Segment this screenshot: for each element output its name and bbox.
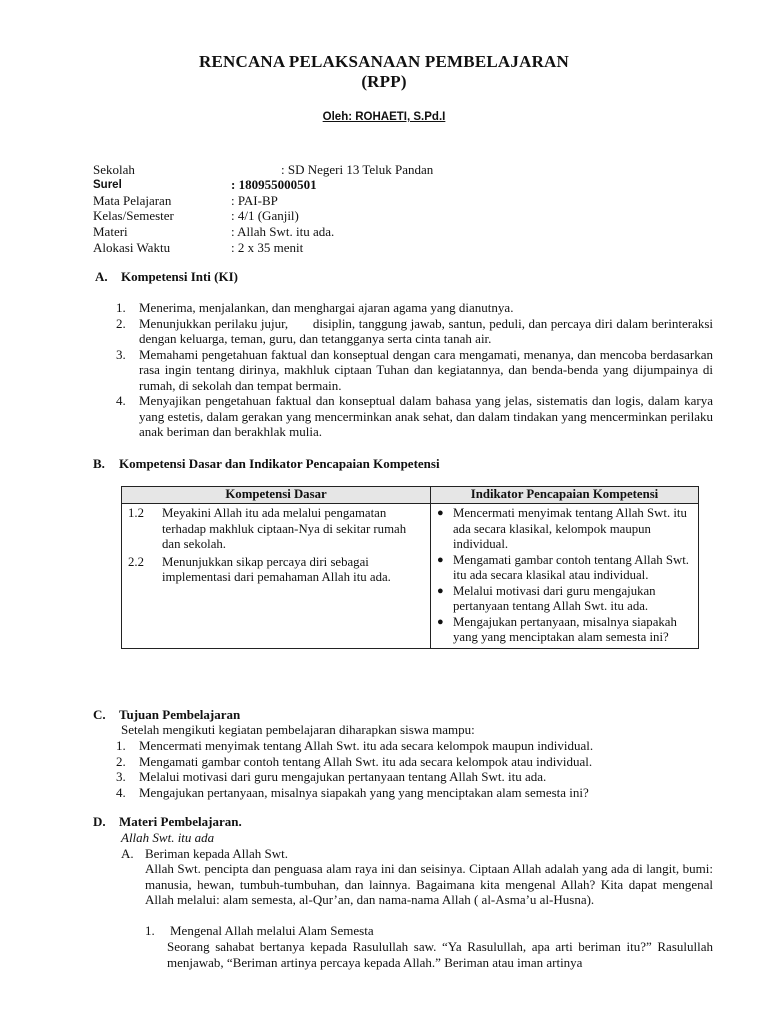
column-header-kompetensi-dasar: Kompetensi Dasar: [122, 487, 431, 504]
item-number: 4.: [116, 393, 126, 408]
kd-item: [126, 555, 426, 586]
item-text: Menunjukkan perilaku jujur, disiplin, tanggung jawab, santun, peduli, dan percaya diri dalam berinteraksi dengan keluarga, teman, guru, dan tetangganya serta cinta tanah air.: [139, 315, 717, 346]
sub-a-letter: A.: [121, 846, 134, 861]
table-header-row: [122, 487, 699, 504]
info-label: Sekolah: [93, 162, 135, 177]
kompetensi-table: [121, 486, 699, 649]
tujuan-list: [113, 738, 713, 800]
column-header-indikator: Indikator Pencapaian Kompetensi: [431, 487, 699, 504]
section-letter: C.: [93, 707, 106, 722]
indicator-text: Melalui motivasi dari guru mengajukan pertanyaan tentang Allah Swt. itu ada.: [453, 583, 656, 613]
indicator-item: [435, 506, 694, 553]
indicator-text: Mencermati menyimak tentang Allah Swt. itu ada secara klasikal, kelompok maupun individual.: [453, 506, 687, 551]
item-number: 2.: [116, 753, 126, 769]
list-item: [113, 754, 713, 770]
point-number: 1.: [145, 923, 155, 938]
item-text: Memahami pengetahuan faktual dan konseptual dengan cara mengamati, menanya, dan mencoba berdasarkan rasa ingin tentang dirinya, makhluk ciptaan Tuhan dan kegiatannya, dan benda-benda yang dijumpainya di rumah, di sekolah dan tempat bermain.: [139, 346, 713, 393]
bullet-icon: ●: [437, 553, 444, 566]
item-number: 3.: [116, 769, 126, 784]
info-label: Mata Pelajaran: [93, 193, 172, 208]
document-subtitle: (RPP): [361, 72, 407, 91]
point-title: Mengenal Allah melalui Alam Semesta: [170, 923, 374, 938]
item-text: Mengajukan pertanyaan, misalnya siapakah yang yang menciptakan alam semesta ini?: [139, 784, 589, 800]
indicator-item: [435, 615, 694, 646]
list-item: [113, 769, 713, 785]
info-label: Kelas/Semester: [93, 208, 174, 223]
info-value: : 4/1 (Ganjil): [231, 208, 299, 223]
item-number: 1.: [116, 300, 126, 315]
indicator-text: Mengajukan pertanyaan, misalnya siapakah yang yang menciptakan alam semesta ini?: [453, 614, 677, 644]
info-label: Materi: [93, 224, 128, 239]
item-text: Mengamati gambar contoh tentang Allah Swt. itu ada secara kelompok atau individual.: [139, 753, 593, 769]
indikator-cell: [431, 504, 699, 649]
info-value: : SD Negeri 13 Teluk Pandan: [281, 162, 434, 177]
item-text: Menyajikan pengetahuan faktual dan konseptual dalam bahasa yang jelas, sistematis dan logis, dalam karya yang estetis, dalam gerakan yang mencerminkan anak sehat, dan dalam tindakan yang mencerminkan perilaku anak beriman dan berakhlak mulia.: [139, 393, 713, 439]
bullet-icon: ●: [437, 615, 444, 628]
section-title: Kompetensi Inti (KI): [121, 269, 238, 284]
info-value: : PAI-BP: [231, 193, 278, 208]
author-line: Oleh: ROHAETI, S.Pd.I: [322, 111, 446, 123]
kd-code: 1.2: [128, 506, 144, 520]
section-letter: A.: [95, 269, 108, 284]
kompetensi-dasar-cell: [122, 504, 431, 649]
indicator-text: Mengamati gambar contoh tentang Allah Swt. itu ada secara klasikal atau individual.: [453, 552, 689, 582]
section-title: Kompetensi Dasar dan Indikator Pencapaian Kompetensi: [119, 456, 440, 471]
info-value: : 2 x 35 menit: [231, 240, 304, 255]
list-item: [113, 300, 713, 316]
info-value: : Allah Swt. itu ada.: [231, 224, 335, 239]
item-number: 4.: [116, 784, 126, 800]
section-d-subtitle: Allah Swt. itu ada: [121, 830, 215, 845]
bullet-icon: ●: [437, 584, 444, 597]
list-item: [113, 738, 713, 754]
list-item: [113, 315, 717, 347]
kd-code: 2.2: [128, 554, 144, 569]
section-title: Tujuan Pembelajaran: [119, 707, 241, 722]
item-number: 2.: [116, 315, 126, 331]
list-item: [113, 785, 713, 801]
indicator-item: [435, 553, 694, 584]
bullet-icon: ●: [437, 507, 444, 519]
item-text: Mencermati menyimak tentang Allah Swt. itu ada secara kelompok maupun individual.: [139, 738, 594, 753]
document-title: RENCANA PELAKSANAAN PEMBELAJARAN: [198, 52, 570, 71]
section-letter: B.: [93, 456, 105, 471]
table-row: [122, 504, 699, 649]
section-title: Materi Pembelajaran.: [119, 814, 242, 829]
info-label: Surel: [93, 179, 122, 191]
kd-text: Meyakini Allah itu ada melalui pengamatan terhadap makhluk ciptaan-Nya di sekitar rumah dan sekolah.: [162, 506, 407, 551]
item-text: Melalui motivasi dari guru mengajukan pertanyaan tentang Allah Swt. itu ada.: [139, 769, 547, 784]
info-value: : 180955000501: [231, 177, 317, 192]
sub-a-paragraph: Allah Swt. pencipta dan penguasa alam raya ini dan seisinya. Ciptaan Allah adalah yang ada di langit, bumi: manusia, hewan, tumbuh-tumbuhan, dan lainnya. Bagaimana kita mengenal Allah? Kita dapat mengenal Allah melalui: alam semesta, al-Qur’an, dan nama-nama Allah ( al-Asma’u al-Husna).: [145, 861, 713, 907]
section-c-intro: Setelah mengikuti kegiatan pembelajaran diharapkan siswa mampu:: [121, 722, 475, 737]
kd-item: [126, 506, 426, 553]
sub-a-title: Beriman kepada Allah Swt.: [145, 846, 288, 861]
info-label: Alokasi Waktu: [93, 240, 171, 255]
point-paragraph: Seorang sahabat bertanya kepada Rasulullah saw. “Ya Rasulullah, apa arti beriman itu?” Rasulullah menjawab, “Beriman artinya percaya kepada Allah.” Beriman atau iman artinya: [167, 939, 713, 970]
kd-text: Menunjukkan sikap percaya diri sebagai implementasi dari pemahaman Allah itu ada.: [162, 554, 391, 584]
item-number: 1.: [116, 738, 126, 753]
item-number: 3.: [116, 346, 126, 362]
indicator-item: [435, 584, 694, 615]
item-text: Menerima, menjalankan, dan menghargai ajaran agama yang dianutnya.: [139, 300, 514, 315]
kompetensi-inti-list: [113, 300, 717, 440]
list-item: [113, 347, 713, 394]
section-letter: D.: [93, 814, 106, 829]
list-item: [113, 393, 713, 440]
